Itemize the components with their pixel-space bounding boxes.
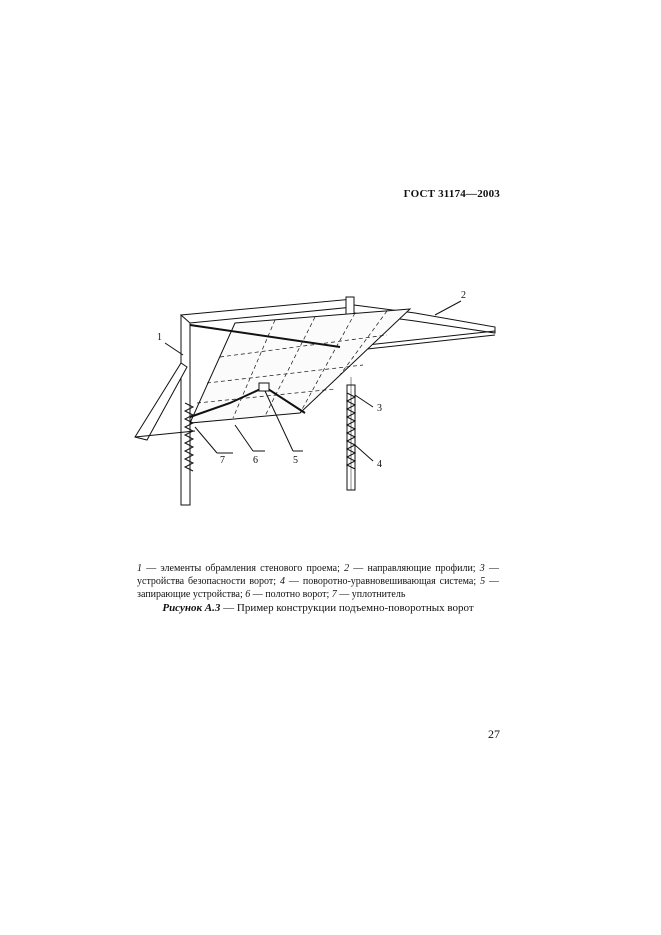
legend-text-1: — элементы обрамления стенового проема; [142,563,345,574]
callout-1: 1 [157,332,162,343]
legend-num-5: 5 [480,576,486,587]
figure-legend [137,562,499,601]
legend-text-7: — уплотнитель [336,589,406,600]
gate-diagram [125,285,505,515]
callout-5: 5 [293,455,298,466]
legend-num-1: 1 [137,563,142,574]
left-frame-post [181,315,190,505]
callout-6: 6 [253,455,258,466]
legend-text-6: — полотно ворот; [250,589,332,600]
legend-text-5: — запирающие устройства; [137,576,500,600]
caption-text: — Пример конструкции подъемно-поворотных ворот [220,602,474,614]
page-number: 27 [488,727,500,741]
legend-num-2: 2 [344,563,350,574]
legend-num-4: 4 [280,576,285,587]
callout-7: 7 [220,455,225,466]
legend-num-7: 7 [331,589,337,600]
legend-num-6: 6 [245,589,251,600]
document-header: ГОСТ 31174—2003 [403,188,500,200]
caption-label: Рисунок А.3 [162,602,221,614]
figure-caption [137,602,499,614]
legend-text-2: — направляющие профили; [349,563,480,574]
callout-3: 3 [377,403,382,414]
legend-text-4: — поворотно-уравновешивающая система; [285,576,481,587]
callout-4: 4 [377,459,382,470]
legend-num-3: 3 [479,563,485,574]
callout-2: 2 [461,290,466,301]
left-strut [135,363,187,440]
legend-text-3: — устройства безопасности ворот; [137,563,499,587]
